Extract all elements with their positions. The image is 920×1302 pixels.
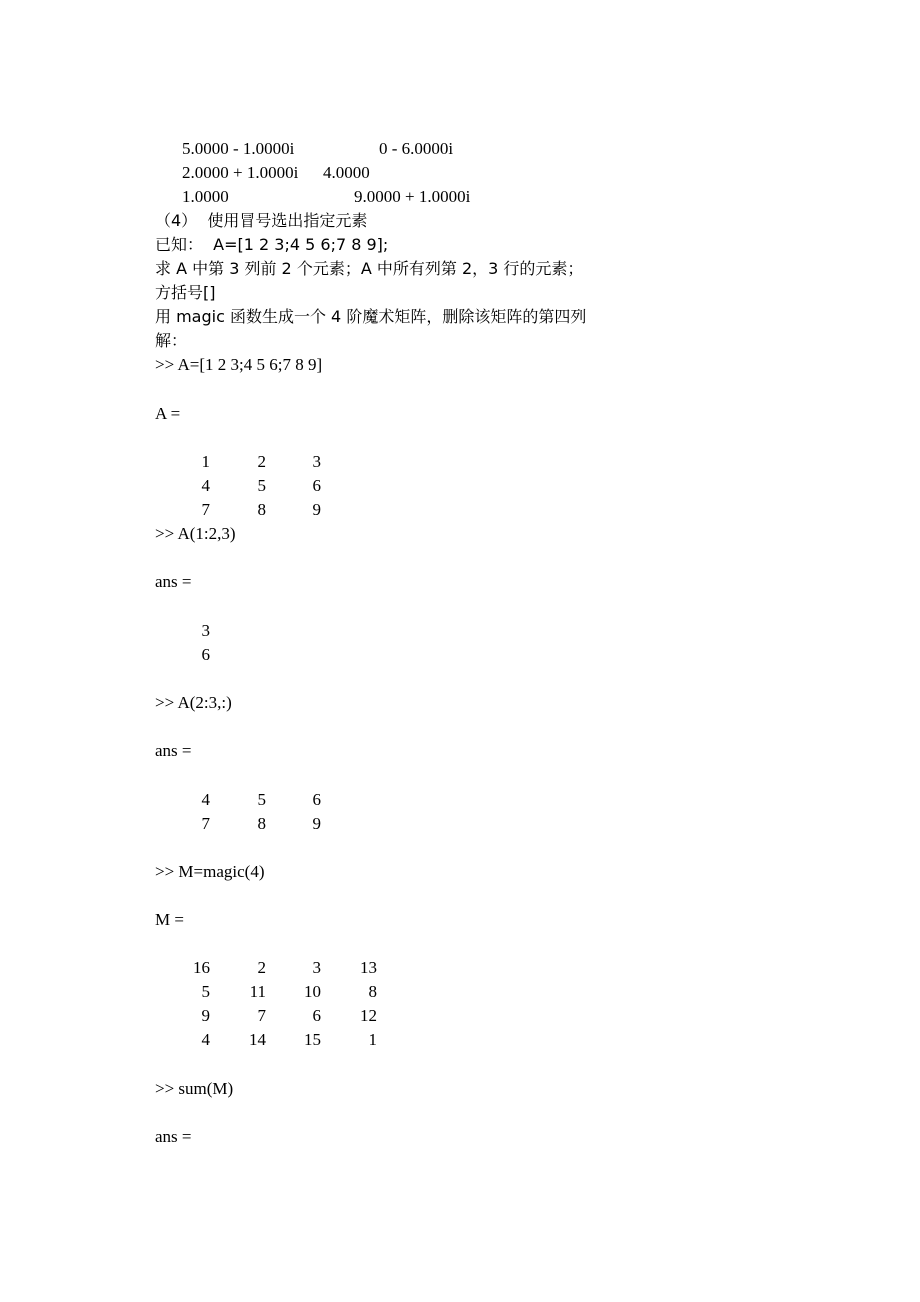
matrix-cell: 6 [312, 790, 321, 809]
matrix-cell: 3 [312, 958, 321, 977]
output-label-2: ans = [155, 572, 192, 591]
matrix-cell: 4 [201, 476, 210, 495]
complex-row-1-col-2: 0 - 6.0000i [379, 139, 454, 158]
matrix-cell: 2 [257, 452, 266, 471]
task-line-1: 求 A 中第 3 列前 2 个元素；A 中所有列第 2，3 行的元素； [155, 259, 584, 278]
output-label-4: M = [155, 910, 184, 929]
output-label-3: ans = [155, 741, 192, 760]
matrix-cell: 2 [257, 958, 266, 977]
matrix-cell: 9 [312, 814, 321, 833]
complex-row-3-col-2: 9.0000 + 1.0000i [354, 187, 471, 206]
matrix-cell: 3 [201, 621, 210, 640]
complex-row-1-col-1: 5.0000 - 1.0000i [182, 139, 295, 158]
command-5: >> sum(M) [155, 1079, 234, 1098]
matrix-cell: 13 [360, 958, 377, 977]
given-line: 已知： A=[1 2 3;4 5 6;7 8 9]; [155, 235, 389, 254]
command-1: >> A=[1 2 3;4 5 6;7 8 9] [155, 355, 323, 374]
matrix-cell: 8 [368, 982, 377, 1001]
command-4: >> M=magic(4) [155, 862, 265, 881]
task-line-2: 方括号[] [155, 283, 216, 302]
matrix-cell: 9 [201, 1006, 210, 1025]
matrix-cell: 4 [201, 790, 210, 809]
matrix-cell: 14 [249, 1030, 266, 1049]
task-line-3: 用 magic 函数生成一个 4 阶魔术矩阵，删除该矩阵的第四列 [155, 307, 587, 326]
command-3: >> A(2:3,:) [155, 693, 232, 712]
command-2: >> A(1:2,3) [155, 524, 236, 543]
solution-label: 解： [155, 331, 188, 350]
matrix-cell: 3 [312, 452, 321, 471]
matrix-cell: 1 [368, 1030, 377, 1049]
section-heading: （4） 使用冒号选出指定元素 [155, 211, 368, 230]
matrix-cell: 12 [360, 1006, 377, 1025]
matrix-cell: 16 [193, 958, 210, 977]
matrix-cell: 9 [312, 500, 321, 519]
complex-row-2-col-1: 2.0000 + 1.0000i [182, 163, 299, 182]
matrix-cell: 5 [201, 982, 210, 1001]
matrix-cell: 5 [257, 790, 266, 809]
matrix-cell: 8 [257, 500, 266, 519]
matrix-cell: 4 [201, 1030, 210, 1049]
matrix-cell: 15 [304, 1030, 321, 1049]
matrix-cell: 11 [249, 982, 266, 1001]
matrix-cell: 6 [201, 645, 210, 664]
matrix-cell: 6 [312, 476, 321, 495]
matrix-cell: 7 [201, 814, 210, 833]
complex-row-3-col-1: 1.0000 [182, 187, 229, 206]
output-label-1: A = [155, 404, 181, 423]
matrix-cell: 8 [257, 814, 266, 833]
matrix-cell: 1 [201, 452, 210, 471]
matrix-cell: 10 [304, 982, 321, 1001]
matrix-cell: 7 [257, 1006, 266, 1025]
matrix-cell: 6 [312, 1006, 321, 1025]
output-label-5: ans = [155, 1127, 192, 1146]
matrix-cell: 5 [257, 476, 266, 495]
matrix-cell: 7 [201, 500, 210, 519]
complex-row-2-col-2: 4.0000 [323, 163, 370, 182]
